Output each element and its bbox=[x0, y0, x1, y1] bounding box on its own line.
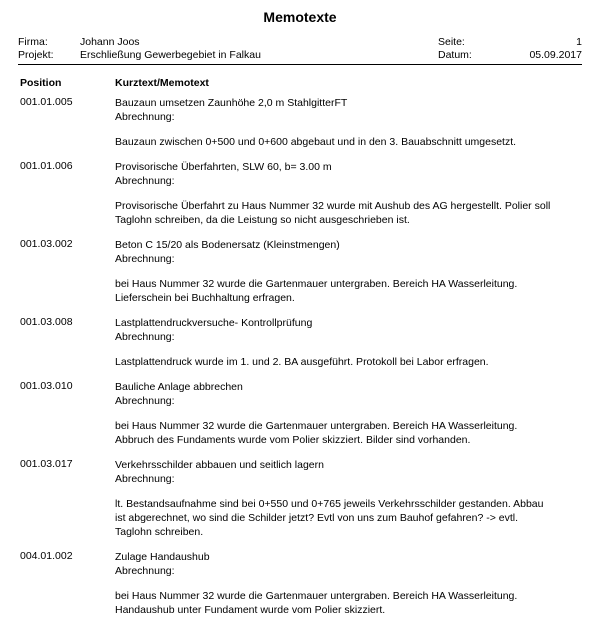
memo-entry bbox=[0, 96, 600, 149]
entry-position: 001.03.008 bbox=[20, 316, 73, 328]
entry-abrechnung-label: Abrechnung: bbox=[115, 473, 175, 485]
memo-entry bbox=[0, 380, 600, 447]
entry-memo-line: Taglohn schreiben, da die Leistung so nicht ausgeschrieben ist. bbox=[115, 214, 410, 226]
entry-memo-line: bei Haus Nummer 32 wurde die Gartenmauer untergraben. Bereich HA Wasserleitung. bbox=[115, 590, 518, 602]
entry-body bbox=[115, 458, 585, 539]
entry-memo-line: Lastplattendruck wurde im 1. und 2. BA ausgeführt. Protokoll bei Labor erfragen. bbox=[115, 356, 489, 368]
entry-kurztext: Bauzaun umsetzen Zaunhöhe 2,0 m StahlgitterFT bbox=[115, 97, 348, 109]
memo-entry bbox=[0, 238, 600, 305]
entry-memo-line: lt. Bestandsaufnahme sind bei 0+550 und 0+765 jeweils Verkehrsschilder gestanden. Abbau bbox=[115, 498, 544, 510]
entry-position: 001.03.017 bbox=[20, 458, 73, 470]
entry-abrechnung-label: Abrechnung: bbox=[115, 565, 175, 577]
entry-abrechnung-label: Abrechnung: bbox=[115, 253, 175, 265]
entry-memo-line: ist abgerechnet, wo sind die Schilder jetzt? Evtl von uns zum Bauhof gefahren? -> evtl. bbox=[115, 512, 519, 524]
column-header-text: Kurztext/Memotext bbox=[115, 77, 209, 89]
entry-abrechnung-label: Abrechnung: bbox=[115, 175, 175, 187]
projekt-label: Projekt: bbox=[18, 49, 54, 61]
entry-body bbox=[115, 160, 585, 227]
memo-entry bbox=[0, 160, 600, 227]
seite-label: Seite: bbox=[438, 36, 465, 48]
entry-position: 004.01.002 bbox=[20, 550, 73, 562]
entry-memo-line: bei Haus Nummer 32 wurde die Gartenmauer untergraben. Bereich HA Wasserleitung. bbox=[115, 278, 518, 290]
entry-body bbox=[115, 316, 585, 369]
column-header-position: Position bbox=[20, 77, 62, 89]
entry-position: 001.01.005 bbox=[20, 96, 73, 108]
entry-kurztext: Verkehrsschilder abbauen und seitlich lagern bbox=[115, 459, 324, 471]
entry-body bbox=[115, 380, 585, 447]
entry-body bbox=[115, 96, 585, 149]
header-divider bbox=[18, 64, 582, 65]
entry-kurztext: Zulage Handaushub bbox=[115, 551, 210, 563]
entry-position: 001.01.006 bbox=[20, 160, 73, 172]
firma-label: Firma: bbox=[18, 36, 48, 48]
entry-abrechnung-label: Abrechnung: bbox=[115, 331, 175, 343]
datum-value: 05.09.2017 bbox=[529, 49, 582, 61]
entry-kurztext: Lastplattendruckversuche- Kontrollprüfung bbox=[115, 317, 313, 329]
entry-memo-line: Lieferschein bei Buchhaltung erfragen. bbox=[115, 292, 295, 304]
entry-memo-line: Handaushub unter Fundament wurde vom Polier skizziert. bbox=[115, 604, 386, 616]
entry-abrechnung-label: Abrechnung: bbox=[115, 111, 175, 123]
entry-kurztext: Beton C 15/20 als Bodenersatz (Kleinstmengen) bbox=[115, 239, 340, 251]
projekt-value: Erschließung Gewerbegebiet in Falkau bbox=[80, 49, 261, 61]
entry-memo-line: Taglohn schreiben. bbox=[115, 526, 204, 538]
entry-abrechnung-label: Abrechnung: bbox=[115, 395, 175, 407]
entry-kurztext: Provisorische Überfahrten, SLW 60, b= 3.00 m bbox=[115, 161, 332, 173]
entry-memo-line: Abbruch des Fundaments wurde vom Polier skizziert. Bilder sind vorhanden. bbox=[115, 434, 471, 446]
entry-memo-line: Provisorische Überfahrt zu Haus Nummer 32 wurde mit Aushub des AG hergestellt. Polier soll bbox=[115, 200, 551, 212]
entry-position: 001.03.010 bbox=[20, 380, 73, 392]
document-title: Memotexte bbox=[263, 9, 337, 25]
datum-label: Datum: bbox=[438, 49, 472, 61]
entry-memo-line: Bauzaun zwischen 0+500 und 0+600 abgebaut und in den 3. Bauabschnitt umgesetzt. bbox=[115, 136, 517, 148]
entries-list bbox=[0, 96, 600, 628]
memo-entry bbox=[0, 550, 600, 617]
seite-value: 1 bbox=[576, 36, 582, 48]
entry-kurztext: Bauliche Anlage abbrechen bbox=[115, 381, 243, 393]
firma-value: Johann Joos bbox=[80, 36, 140, 48]
entry-body bbox=[115, 238, 585, 305]
entry-position: 001.03.002 bbox=[20, 238, 73, 250]
entry-body bbox=[115, 550, 585, 617]
entry-memo-line: bei Haus Nummer 32 wurde die Gartenmauer untergraben. Bereich HA Wasserleitung. bbox=[115, 420, 518, 432]
memo-entry bbox=[0, 316, 600, 369]
memo-entry bbox=[0, 458, 600, 539]
